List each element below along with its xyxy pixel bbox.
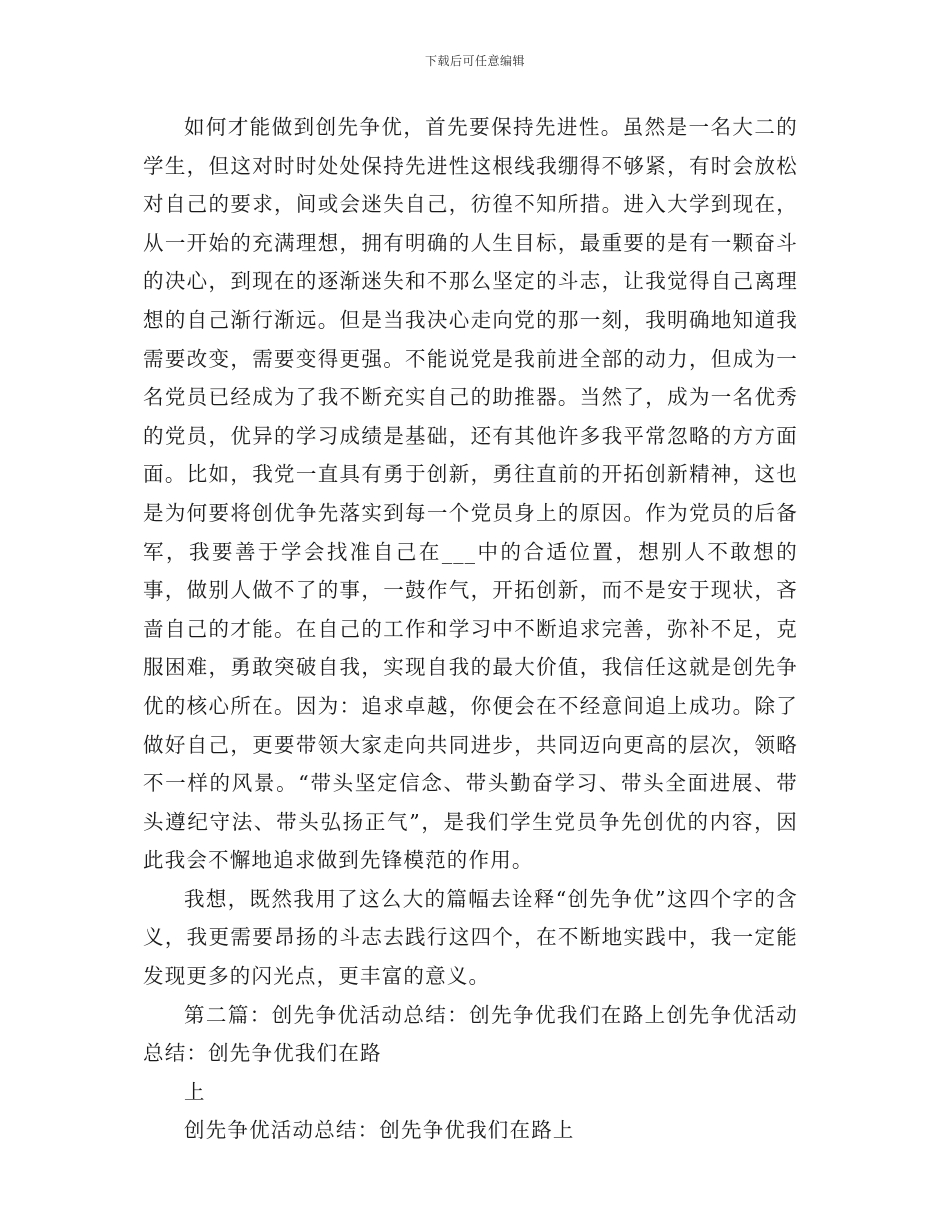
paragraph-2: 我想，既然我用了这么大的篇幅去诠释“创先争优”这四个字的含义，我更需要昂扬的斗志去践行这四个，在不断地实践中，我一定能发现更多的闪光点，更丰富的意义。	[143, 886, 798, 989]
paragraph-1: 如何才能做到创先争优，首先要保持先进性。虽然是一名大二的学生，但这对时时处处保持先进性这根线我绷得不够紧，有时会放松对自己的要求，间或会迷失自己，彷徨不知所措。进入大学到现在，从一开始的充满理想，拥有明确的人生目标，最重要的是有一颗奋斗的决心，到现在的逐渐迷失和不那么坚定的斗志，让我觉得自己离理想的自己渐行渐远。但是当我决心走向党的那一刻，我明确地知道我需要改变，需要变得更强。不能说党是我前进全部的动力，但成为一名党员已经成为了我不断充实自己的助推器。当然了，成为一名优秀的党员，优异的学习成绩是基础，还有其他许多我平常忽略的方方面面。比如，我党一直具有勇于创新，勇往直前的开拓创新精神，这也是为何要将创优争先落实到每一个党员身上的原因。作为党员的后备军，我要善于学会找准自己在___中的合适位置，想别人不敢想的事，做别人做不了的事，一鼓作气，开拓创新，而不是安于现状，吝啬自己的才能。在自己的工作和学习中不断追求完善，弥补不足，克服困难，勇敢突破自我，实现自我的最大价值，我信任这就是创先争优的核心所在。因为：追求卓越，你便会在不经意间追上成功。除了做好自己，更要带领大家走向共同进步，共同迈向更高的层次，领略不一样的风景。“带头坚定信念、带头勤奋学习、带头全面进展、带头遵纪守法、带头弘扬正气”，是我们学生党员争先创优的内容，因此我会不懈地追求做到先锋模范的作用。	[143, 115, 798, 873]
section-subtitle: 创先争优活动总结：创先争优我们在路上	[184, 1118, 575, 1143]
section-heading-continued: 上	[184, 1079, 206, 1104]
document-body	[143, 108, 798, 1150]
section-heading: 第二篇：创先争优活动总结：创先争优我们在路上创先争优活动总结：创先争优我们在路	[143, 1002, 798, 1066]
page-header-note: 下载后可任意编辑	[424, 54, 525, 68]
